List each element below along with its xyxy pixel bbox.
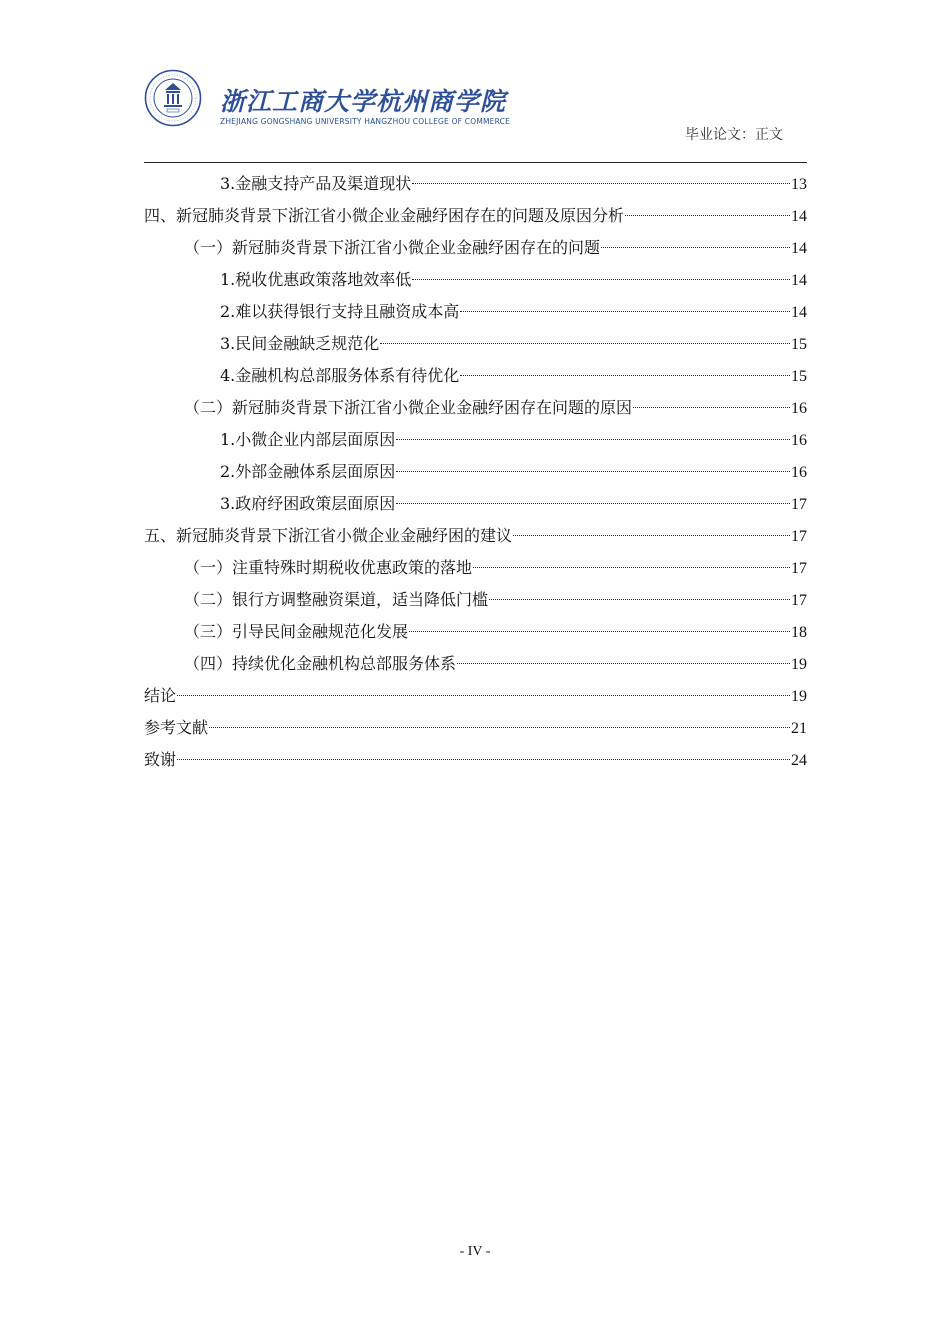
toc-dot-leader <box>177 695 790 696</box>
toc-dot-leader <box>412 279 790 280</box>
toc-entry[interactable] <box>144 264 807 296</box>
toc-entry-page: 14 <box>791 272 807 289</box>
toc-entry-page: 19 <box>791 656 807 673</box>
toc-entry-page: 21 <box>791 720 807 737</box>
toc-entry-page: 17 <box>791 592 807 609</box>
toc-dot-leader <box>457 663 790 664</box>
toc-entry-page: 14 <box>791 240 807 257</box>
toc-dot-leader <box>409 631 790 632</box>
toc-entry[interactable] <box>144 328 807 360</box>
toc-entry-title: （二）银行方调整融资渠道，适当降低门槛 <box>184 590 489 609</box>
toc-dot-leader <box>625 215 790 216</box>
university-logo-text <box>220 88 510 126</box>
toc-entry-page: 24 <box>791 752 807 769</box>
toc-entry-title: 4.金融机构总部服务体系有待优化 <box>220 366 460 385</box>
page-number: - IV - <box>459 1244 491 1259</box>
toc-entry[interactable] <box>144 616 807 648</box>
toc-entry-page: 15 <box>791 368 807 385</box>
toc-entry-title: （四）持续优化金融机构总部服务体系 <box>184 654 457 673</box>
university-seal-logo <box>144 69 202 127</box>
toc-entry-title: 五、新冠肺炎背景下浙江省小微企业金融纾困的建议 <box>144 526 513 545</box>
toc-entry[interactable] <box>144 232 807 264</box>
toc-entry[interactable] <box>144 360 807 392</box>
toc-entry-page: 16 <box>791 400 807 417</box>
toc-entry-title: 2.难以获得银行支持且融资成本高 <box>220 302 460 321</box>
toc-entry-page: 19 <box>791 688 807 705</box>
table-of-contents <box>144 168 807 776</box>
toc-entry[interactable] <box>144 488 807 520</box>
toc-dot-leader <box>380 343 790 344</box>
toc-entry[interactable] <box>144 712 807 744</box>
toc-entry[interactable] <box>144 648 807 680</box>
toc-dot-leader <box>460 311 790 312</box>
toc-dot-leader <box>177 759 790 760</box>
toc-entry-title: 3.民间金融缺乏规范化 <box>220 334 380 353</box>
page-header <box>144 64 807 164</box>
toc-entry-page: 17 <box>791 496 807 513</box>
toc-entry-page: 13 <box>791 176 807 193</box>
university-name-cn: 浙江工商大学杭州商学院 <box>220 87 507 116</box>
toc-entry-title: （二）新冠肺炎背景下浙江省小微企业金融纾困存在问题的原因 <box>184 398 633 417</box>
toc-entry-page: 14 <box>791 208 807 225</box>
toc-entry-page: 17 <box>791 528 807 545</box>
toc-entry[interactable] <box>144 584 807 616</box>
toc-entry[interactable] <box>144 552 807 584</box>
header-divider <box>144 162 807 163</box>
toc-dot-leader <box>473 567 790 568</box>
toc-entry-title: （一）新冠肺炎背景下浙江省小微企业金融纾困存在的问题 <box>184 238 601 257</box>
toc-entry[interactable] <box>144 680 807 712</box>
toc-entry-title: 3.政府纾困政策层面原因 <box>220 494 396 513</box>
toc-entry[interactable] <box>144 520 807 552</box>
toc-entry-title: （三）引导民间金融规范化发展 <box>184 622 409 641</box>
toc-entry-page: 15 <box>791 336 807 353</box>
toc-entry-title: （一）注重特殊时期税收优惠政策的落地 <box>184 558 473 577</box>
toc-entry-page: 18 <box>791 624 807 641</box>
toc-dot-leader <box>396 439 790 440</box>
toc-entry-title: 参考文献 <box>144 718 209 737</box>
toc-dot-leader <box>396 471 790 472</box>
toc-entry-title: 致谢 <box>144 750 177 769</box>
header-section-label: 毕业论文：正文 <box>685 127 783 143</box>
toc-entry[interactable] <box>144 424 807 456</box>
toc-entry-page: 16 <box>791 464 807 481</box>
toc-dot-leader <box>209 727 790 728</box>
toc-dot-leader <box>460 375 790 376</box>
toc-dot-leader <box>412 183 790 184</box>
toc-entry-page: 14 <box>791 304 807 321</box>
toc-dot-leader <box>513 535 790 536</box>
toc-entry[interactable] <box>144 296 807 328</box>
toc-entry-title: 1.税收优惠政策落地效率低 <box>220 270 412 289</box>
toc-entry[interactable] <box>144 456 807 488</box>
toc-entry-title: 1.小微企业内部层面原因 <box>220 430 396 449</box>
toc-entry-title: 四、新冠肺炎背景下浙江省小微企业金融纾困存在的问题及原因分析 <box>144 206 625 225</box>
toc-entry[interactable] <box>144 744 807 776</box>
toc-entry[interactable] <box>144 392 807 424</box>
toc-entry[interactable] <box>144 168 807 200</box>
toc-entry-title: 结论 <box>144 686 177 705</box>
university-name-en: ZHEJIANG GONGSHANG UNIVERSITY HANGZHOU COLLEGE OF COMMERCE <box>220 117 511 126</box>
toc-dot-leader <box>396 503 790 504</box>
toc-entry-page: 16 <box>791 432 807 449</box>
toc-dot-leader <box>489 599 790 600</box>
toc-entry-title: 3.金融支持产品及渠道现状 <box>220 174 412 193</box>
toc-dot-leader <box>601 247 790 248</box>
toc-entry[interactable] <box>144 200 807 232</box>
toc-dot-leader <box>633 407 790 408</box>
toc-entry-page: 17 <box>791 560 807 577</box>
toc-entry-title: 2.外部金融体系层面原因 <box>220 462 396 481</box>
